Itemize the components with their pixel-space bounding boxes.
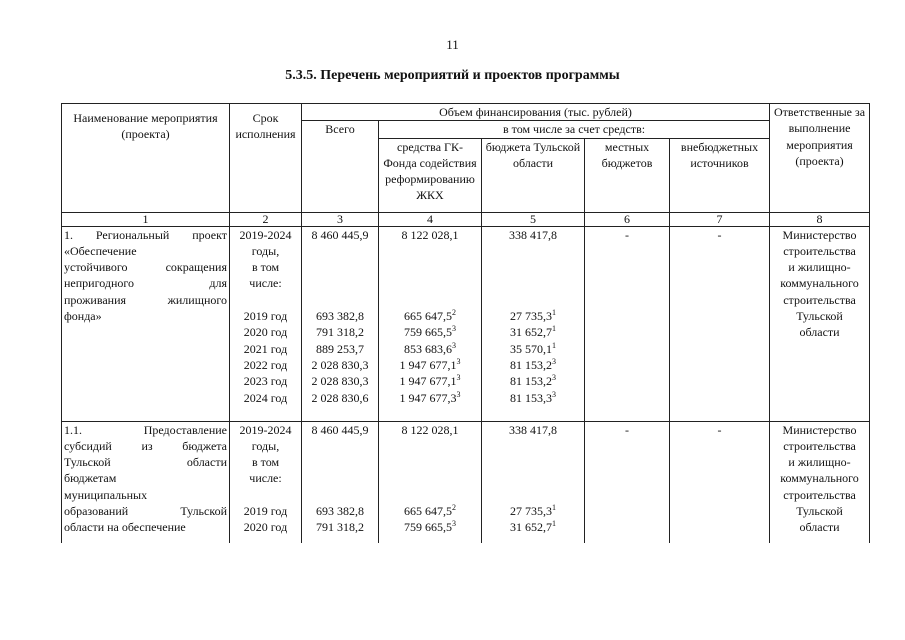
row-responsible — [770, 421, 870, 543]
col-number: 5 — [482, 212, 585, 226]
cell-line: и жилищно- — [788, 260, 851, 275]
footnote-mark: 3 — [552, 389, 556, 399]
cell-line: Тульской области — [64, 455, 227, 470]
cell-line: Тульской — [796, 504, 843, 519]
footnote-mark: 1 — [552, 324, 556, 334]
cell-line: 791 318,2 — [316, 520, 364, 535]
row-fund — [379, 421, 482, 543]
cell-line: непригодного для — [64, 276, 227, 291]
cell-line: устойчивого сокращения — [64, 260, 227, 275]
cell-line — [304, 470, 376, 486]
cell-line: 1.1. Предоставление — [64, 422, 227, 437]
cell-line — [381, 487, 479, 503]
cell-line: образований Тульской — [64, 504, 227, 519]
cell-line: 2022 год — [243, 357, 288, 372]
cell-line: коммунального — [780, 471, 859, 486]
cell-line: области — [799, 520, 840, 535]
cell-line — [232, 487, 299, 503]
cell-line: коммунального — [780, 276, 859, 291]
cell-line — [381, 243, 479, 259]
cell-line: Министерство — [782, 422, 857, 437]
cell-line: 2020 год — [243, 520, 288, 535]
footnote-mark: 3 — [456, 389, 461, 399]
col-number: 4 — [379, 212, 482, 226]
cell-line: и жилищно- — [788, 455, 851, 470]
row-responsible — [770, 226, 870, 421]
cell-lines — [484, 227, 582, 406]
cell-line: 2019-2024 — [239, 227, 292, 242]
cell-line — [304, 259, 376, 275]
cell-line — [304, 487, 376, 503]
cell-line: области — [799, 325, 840, 340]
table-row — [62, 421, 870, 543]
cell-line: 889 253,7 — [316, 341, 364, 356]
row-fund — [379, 226, 482, 421]
cell-line: 1 947 677,1$^3$ — [399, 356, 461, 372]
row-local: - — [585, 226, 670, 421]
cell-line: проживания жилищного — [64, 292, 227, 307]
cell-line: 665 647,5$^2$ — [404, 503, 456, 519]
cell-line: строительства — [783, 243, 856, 258]
cell-line: 338 417,8 — [509, 227, 557, 242]
row-total — [302, 226, 379, 421]
cell-line: 2 028 830,3 — [311, 357, 369, 372]
cell-line — [304, 275, 376, 291]
row-period — [230, 226, 302, 421]
header-incl: в том числе за счет средств: — [379, 121, 770, 138]
cell-line: бюджетам — [64, 471, 117, 486]
cell-line — [381, 470, 479, 486]
cell-line: числе: — [249, 276, 282, 291]
cell-lines — [64, 227, 227, 325]
footnote-mark: 3 — [552, 356, 556, 366]
cell-line: 759 665,5$^3$ — [404, 324, 456, 340]
cell-line: в том — [251, 455, 280, 470]
cell-line: 31 652,7$^1$ — [510, 324, 556, 340]
row-total — [302, 421, 379, 543]
cell-line — [304, 243, 376, 259]
cell-lines — [772, 422, 867, 536]
cell-line: 693 382,8 — [316, 504, 364, 519]
footnote-mark: 1 — [552, 503, 556, 513]
cell-line: 1 947 677,1$^3$ — [399, 373, 461, 389]
cell-line: 2020 год — [243, 325, 288, 340]
footnote-mark: 1 — [552, 308, 556, 318]
cell-line — [484, 259, 582, 275]
row-name — [62, 421, 230, 543]
cell-line: муниципальных — [64, 487, 148, 502]
cell-lines — [232, 422, 299, 536]
cell-line: в том — [251, 260, 280, 275]
cell-line — [381, 259, 479, 275]
cell-line: 81 153,3$^3$ — [510, 389, 556, 405]
cell-line: 8 460 445,9 — [311, 422, 369, 437]
cell-lines — [304, 422, 376, 536]
footnote-mark: 3 — [552, 373, 556, 383]
cell-line: 2024 год — [243, 390, 288, 405]
row-local: - — [585, 421, 670, 543]
header-total: Всего — [302, 121, 379, 212]
cell-line — [484, 470, 582, 486]
header-responsible: Ответственные за выполнение мероприятия (проекта) — [770, 104, 870, 213]
col-number: 2 — [230, 212, 302, 226]
cell-line — [484, 487, 582, 503]
cell-line: 693 382,8 — [316, 309, 364, 324]
cell-line — [381, 438, 479, 454]
measures-table — [61, 103, 870, 543]
cell-line: области на обеспечение — [64, 520, 186, 535]
footnote-mark: 1 — [552, 340, 556, 350]
header-term: Срок исполнения — [230, 104, 302, 213]
col-number: 6 — [585, 212, 670, 226]
cell-line: 31 652,7$^1$ — [510, 519, 556, 535]
cell-lines — [232, 227, 299, 406]
cell-line: 665 647,5$^2$ — [404, 308, 456, 324]
footnote-mark: 3 — [452, 340, 456, 350]
cell-lines — [64, 422, 227, 536]
cell-line: 27 735,3$^1$ — [510, 503, 556, 519]
cell-line: 853 683,6$^3$ — [404, 340, 456, 356]
cell-line — [484, 438, 582, 454]
footnote-mark: 1 — [552, 519, 556, 529]
cell-line: 759 665,5$^3$ — [404, 519, 456, 535]
cell-line: 338 417,8 — [509, 422, 557, 437]
cell-line — [304, 454, 376, 470]
cell-line: 1 947 677,3$^3$ — [399, 389, 461, 405]
cell-line: 81 153,2$^3$ — [510, 356, 556, 372]
header-financing: Объем финансирования (тыс. рублей) — [302, 104, 770, 121]
cell-line — [484, 454, 582, 470]
row-extra: - — [670, 226, 770, 421]
cell-line: 35 570,1$^1$ — [510, 340, 556, 356]
col-number: 1 — [62, 212, 230, 226]
cell-line — [484, 243, 582, 259]
cell-line: строительства — [783, 292, 856, 307]
cell-line: 2019 год — [243, 309, 288, 324]
cell-line: 2019 год — [243, 504, 288, 519]
footnote-mark: 3 — [452, 519, 456, 529]
cell-line: 2 028 830,6 — [311, 390, 369, 405]
cell-lines — [381, 227, 479, 406]
col-number: 3 — [302, 212, 379, 226]
cell-line: 2023 год — [243, 374, 288, 389]
cell-line: 8 122 028,1 — [401, 227, 459, 242]
measures-table-wrapper — [61, 103, 869, 540]
header-fund: средства ГК-Фонда содействия реформированию ЖКХ — [379, 138, 482, 212]
cell-line: 2 028 830,3 — [311, 374, 369, 389]
cell-line: годы, — [251, 243, 280, 258]
header-name: Наименование мероприятия (проекта) — [62, 104, 230, 213]
cell-line — [381, 292, 479, 308]
header-local: местных бюджетов — [585, 138, 670, 212]
header-extra: внебюджетных источников — [670, 138, 770, 212]
cell-line — [381, 275, 479, 291]
cell-line: 8 122 028,1 — [401, 422, 459, 437]
row-regional — [482, 226, 585, 421]
cell-line — [232, 292, 299, 308]
cell-line: числе: — [249, 471, 282, 486]
cell-line: 791 318,2 — [316, 325, 364, 340]
cell-lines — [772, 227, 867, 341]
cell-line: 1. Региональный проект — [64, 227, 227, 242]
table-row — [62, 226, 870, 421]
cell-lines — [381, 422, 479, 536]
cell-line: строительства — [783, 487, 856, 502]
cell-line: субсидий из бюджета — [64, 438, 227, 453]
footnote-mark: 3 — [456, 373, 461, 383]
cell-line — [304, 292, 376, 308]
page-number: 11 — [446, 37, 459, 52]
cell-line: «Обеспечение — [64, 243, 137, 258]
cell-line — [304, 438, 376, 454]
cell-line — [484, 292, 582, 308]
cell-lines — [484, 422, 582, 536]
cell-line: годы, — [251, 438, 280, 453]
cell-line — [381, 454, 479, 470]
cell-line: строительства — [783, 438, 856, 453]
cell-line — [484, 275, 582, 291]
footnote-mark: 2 — [452, 503, 456, 513]
col-number: 7 — [670, 212, 770, 226]
cell-line: фонда» — [64, 309, 102, 324]
row-name — [62, 226, 230, 421]
cell-line: 81 153,2$^3$ — [510, 373, 556, 389]
cell-line: Тульской — [796, 309, 843, 324]
row-extra: - — [670, 421, 770, 543]
footnote-mark: 2 — [452, 308, 456, 318]
cell-line: 8 460 445,9 — [311, 227, 369, 242]
col-number: 8 — [770, 212, 870, 226]
footnote-mark: 3 — [452, 324, 456, 334]
row-period — [230, 421, 302, 543]
footnote-mark: 3 — [456, 356, 461, 366]
cell-lines — [304, 227, 376, 406]
cell-line: 27 735,3$^1$ — [510, 308, 556, 324]
header-regional: бюджета Тульской области — [482, 138, 585, 212]
row-regional — [482, 421, 585, 543]
cell-line: Министерство — [782, 227, 857, 242]
cell-line: 2021 год — [243, 341, 288, 356]
document-title: 5.3.5. Перечень мероприятий и проектов программы — [285, 68, 620, 83]
cell-line: 2019-2024 — [239, 422, 292, 437]
